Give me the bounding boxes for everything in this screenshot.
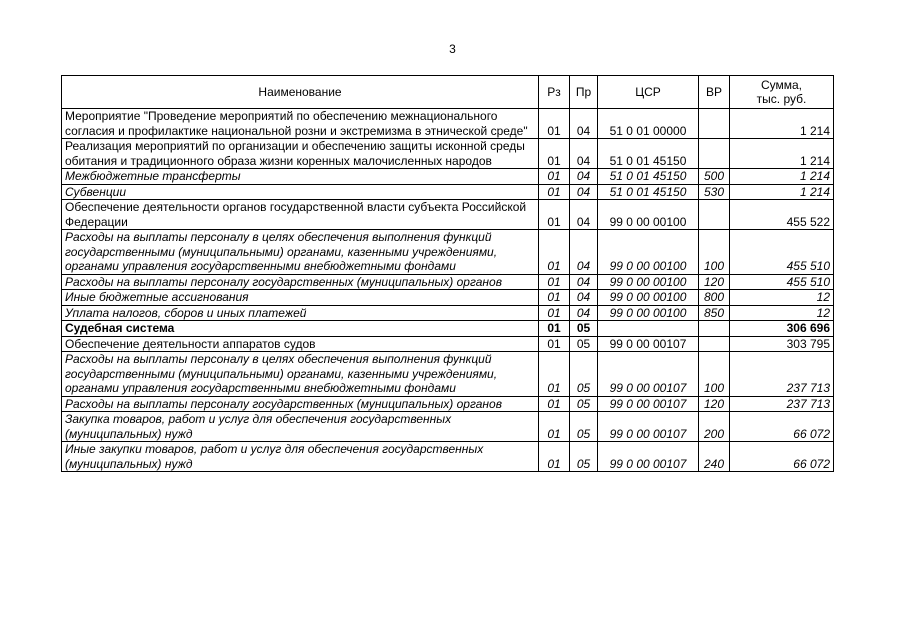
cell-rz: 01	[539, 321, 570, 337]
cell-rz: 01	[539, 305, 570, 321]
header-pr: Пр	[570, 76, 598, 109]
cell-sum: 237 713	[730, 396, 834, 412]
header-sum-line2: тыс. руб.	[756, 92, 807, 106]
cell-name: Судебная система	[62, 321, 539, 337]
cell-name: Обеспечение деятельности аппаратов судов	[62, 336, 539, 352]
table-row	[62, 336, 834, 352]
page-number: 3	[449, 42, 456, 56]
cell-sum: 303 795	[730, 336, 834, 352]
header-name: Наименование	[62, 76, 539, 109]
cell-pr: 04	[570, 109, 598, 139]
table-row	[62, 139, 834, 169]
cell-name: Иные закупки товаров, работ и услуг для обеспечения государственных (муниципальных) нужд	[62, 442, 539, 472]
cell-name: Расходы на выплаты персоналу государственных (муниципальных) органов	[62, 396, 539, 412]
cell-vr: 100	[699, 230, 730, 275]
cell-csr: 99 0 00 00107	[598, 336, 699, 352]
cell-rz: 01	[539, 336, 570, 352]
cell-csr: 99 0 00 00107	[598, 442, 699, 472]
cell-name: Уплата налогов, сборов и иных платежей	[62, 305, 539, 321]
header-vr: ВР	[699, 76, 730, 109]
cell-sum: 12	[730, 290, 834, 306]
cell-pr: 04	[570, 169, 598, 185]
cell-vr: 800	[699, 290, 730, 306]
cell-sum: 237 713	[730, 352, 834, 397]
table-header	[62, 76, 834, 109]
cell-name: Реализация мероприятий по организации и обеспечению защиты исконной среды обитания и традиционного образа жизни коренных малочисленных народов	[62, 139, 539, 169]
cell-sum: 455 510	[730, 274, 834, 290]
cell-vr	[699, 200, 730, 230]
cell-csr: 51 0 01 00000	[598, 109, 699, 139]
cell-sum: 66 072	[730, 442, 834, 472]
table-row	[62, 274, 834, 290]
cell-pr: 04	[570, 274, 598, 290]
cell-rz: 01	[539, 352, 570, 397]
cell-rz: 01	[539, 396, 570, 412]
cell-name: Расходы на выплаты персоналу в целях обеспечения выполнения функций государственными (муниципальными) органами, казенными учреждениями, органами управления государственными внебюджетными фондами	[62, 352, 539, 397]
budget-table	[61, 75, 834, 472]
header-rz: Рз	[539, 76, 570, 109]
cell-sum: 1 214	[730, 139, 834, 169]
table-body	[62, 109, 834, 472]
header-csr: ЦСР	[598, 76, 699, 109]
table-row	[62, 442, 834, 472]
cell-rz: 01	[539, 274, 570, 290]
cell-sum: 455 510	[730, 230, 834, 275]
cell-sum: 455 522	[730, 200, 834, 230]
table-row	[62, 109, 834, 139]
cell-name: Субвенции	[62, 184, 539, 200]
cell-sum: 1 214	[730, 109, 834, 139]
cell-vr: 200	[699, 412, 730, 442]
table-row	[62, 352, 834, 397]
cell-vr	[699, 139, 730, 169]
table-row	[62, 412, 834, 442]
table-row	[62, 290, 834, 306]
cell-pr: 05	[570, 396, 598, 412]
table-row	[62, 200, 834, 230]
cell-csr: 99 0 00 00100	[598, 290, 699, 306]
cell-name: Межбюджетные трансферты	[62, 169, 539, 185]
cell-csr: 99 0 00 00100	[598, 230, 699, 275]
cell-csr: 51 0 01 45150	[598, 169, 699, 185]
cell-vr: 120	[699, 274, 730, 290]
table-row	[62, 230, 834, 275]
cell-pr: 05	[570, 321, 598, 337]
cell-name: Закупка товаров, работ и услуг для обеспечения государственных (муниципальных) нужд	[62, 412, 539, 442]
table-row	[62, 184, 834, 200]
cell-vr: 500	[699, 169, 730, 185]
header-sum	[730, 76, 834, 109]
cell-vr: 530	[699, 184, 730, 200]
table-row	[62, 305, 834, 321]
cell-csr: 51 0 01 45150	[598, 184, 699, 200]
cell-pr: 04	[570, 305, 598, 321]
cell-sum: 12	[730, 305, 834, 321]
table-row	[62, 169, 834, 185]
cell-pr: 04	[570, 200, 598, 230]
cell-sum: 306 696	[730, 321, 834, 337]
cell-pr: 04	[570, 230, 598, 275]
cell-vr	[699, 336, 730, 352]
cell-rz: 01	[539, 412, 570, 442]
cell-pr: 05	[570, 352, 598, 397]
cell-name: Обеспечение деятельности органов государственной власти субъекта Российской Федерации	[62, 200, 539, 230]
cell-vr	[699, 109, 730, 139]
cell-rz: 01	[539, 109, 570, 139]
cell-csr	[598, 321, 699, 337]
cell-vr: 240	[699, 442, 730, 472]
cell-rz: 01	[539, 139, 570, 169]
cell-vr	[699, 321, 730, 337]
cell-rz: 01	[539, 290, 570, 306]
cell-csr: 99 0 00 00100	[598, 200, 699, 230]
cell-rz: 01	[539, 200, 570, 230]
cell-name: Расходы на выплаты персоналу в целях обеспечения выполнения функций государственными (муниципальными) органами, казенными учреждениями, органами управления государственными внебюджетными фондами	[62, 230, 539, 275]
cell-pr: 05	[570, 336, 598, 352]
cell-pr: 05	[570, 412, 598, 442]
cell-rz: 01	[539, 442, 570, 472]
cell-csr: 99 0 00 00107	[598, 352, 699, 397]
cell-csr: 99 0 00 00107	[598, 412, 699, 442]
cell-pr: 05	[570, 442, 598, 472]
cell-csr: 51 0 01 45150	[598, 139, 699, 169]
cell-name: Иные бюджетные ассигнования	[62, 290, 539, 306]
cell-csr: 99 0 00 00100	[598, 274, 699, 290]
table-row	[62, 321, 834, 337]
cell-vr: 850	[699, 305, 730, 321]
cell-pr: 04	[570, 184, 598, 200]
cell-name: Расходы на выплаты персоналу государственных (муниципальных) органов	[62, 274, 539, 290]
cell-vr: 100	[699, 352, 730, 397]
cell-rz: 01	[539, 230, 570, 275]
cell-pr: 04	[570, 139, 598, 169]
cell-rz: 01	[539, 169, 570, 185]
cell-csr: 99 0 00 00107	[598, 396, 699, 412]
cell-sum: 66 072	[730, 412, 834, 442]
table-row	[62, 396, 834, 412]
cell-name: Мероприятие "Проведение мероприятий по обеспечению межнационального согласия и профилактике национальной розни и экстремизма в этнической среде"	[62, 109, 539, 139]
cell-pr: 04	[570, 290, 598, 306]
header-sum-line1: Сумма,	[760, 77, 803, 92]
cell-rz: 01	[539, 184, 570, 200]
cell-sum: 1 214	[730, 169, 834, 185]
cell-vr: 120	[699, 396, 730, 412]
cell-sum: 1 214	[730, 184, 834, 200]
cell-csr: 99 0 00 00100	[598, 305, 699, 321]
